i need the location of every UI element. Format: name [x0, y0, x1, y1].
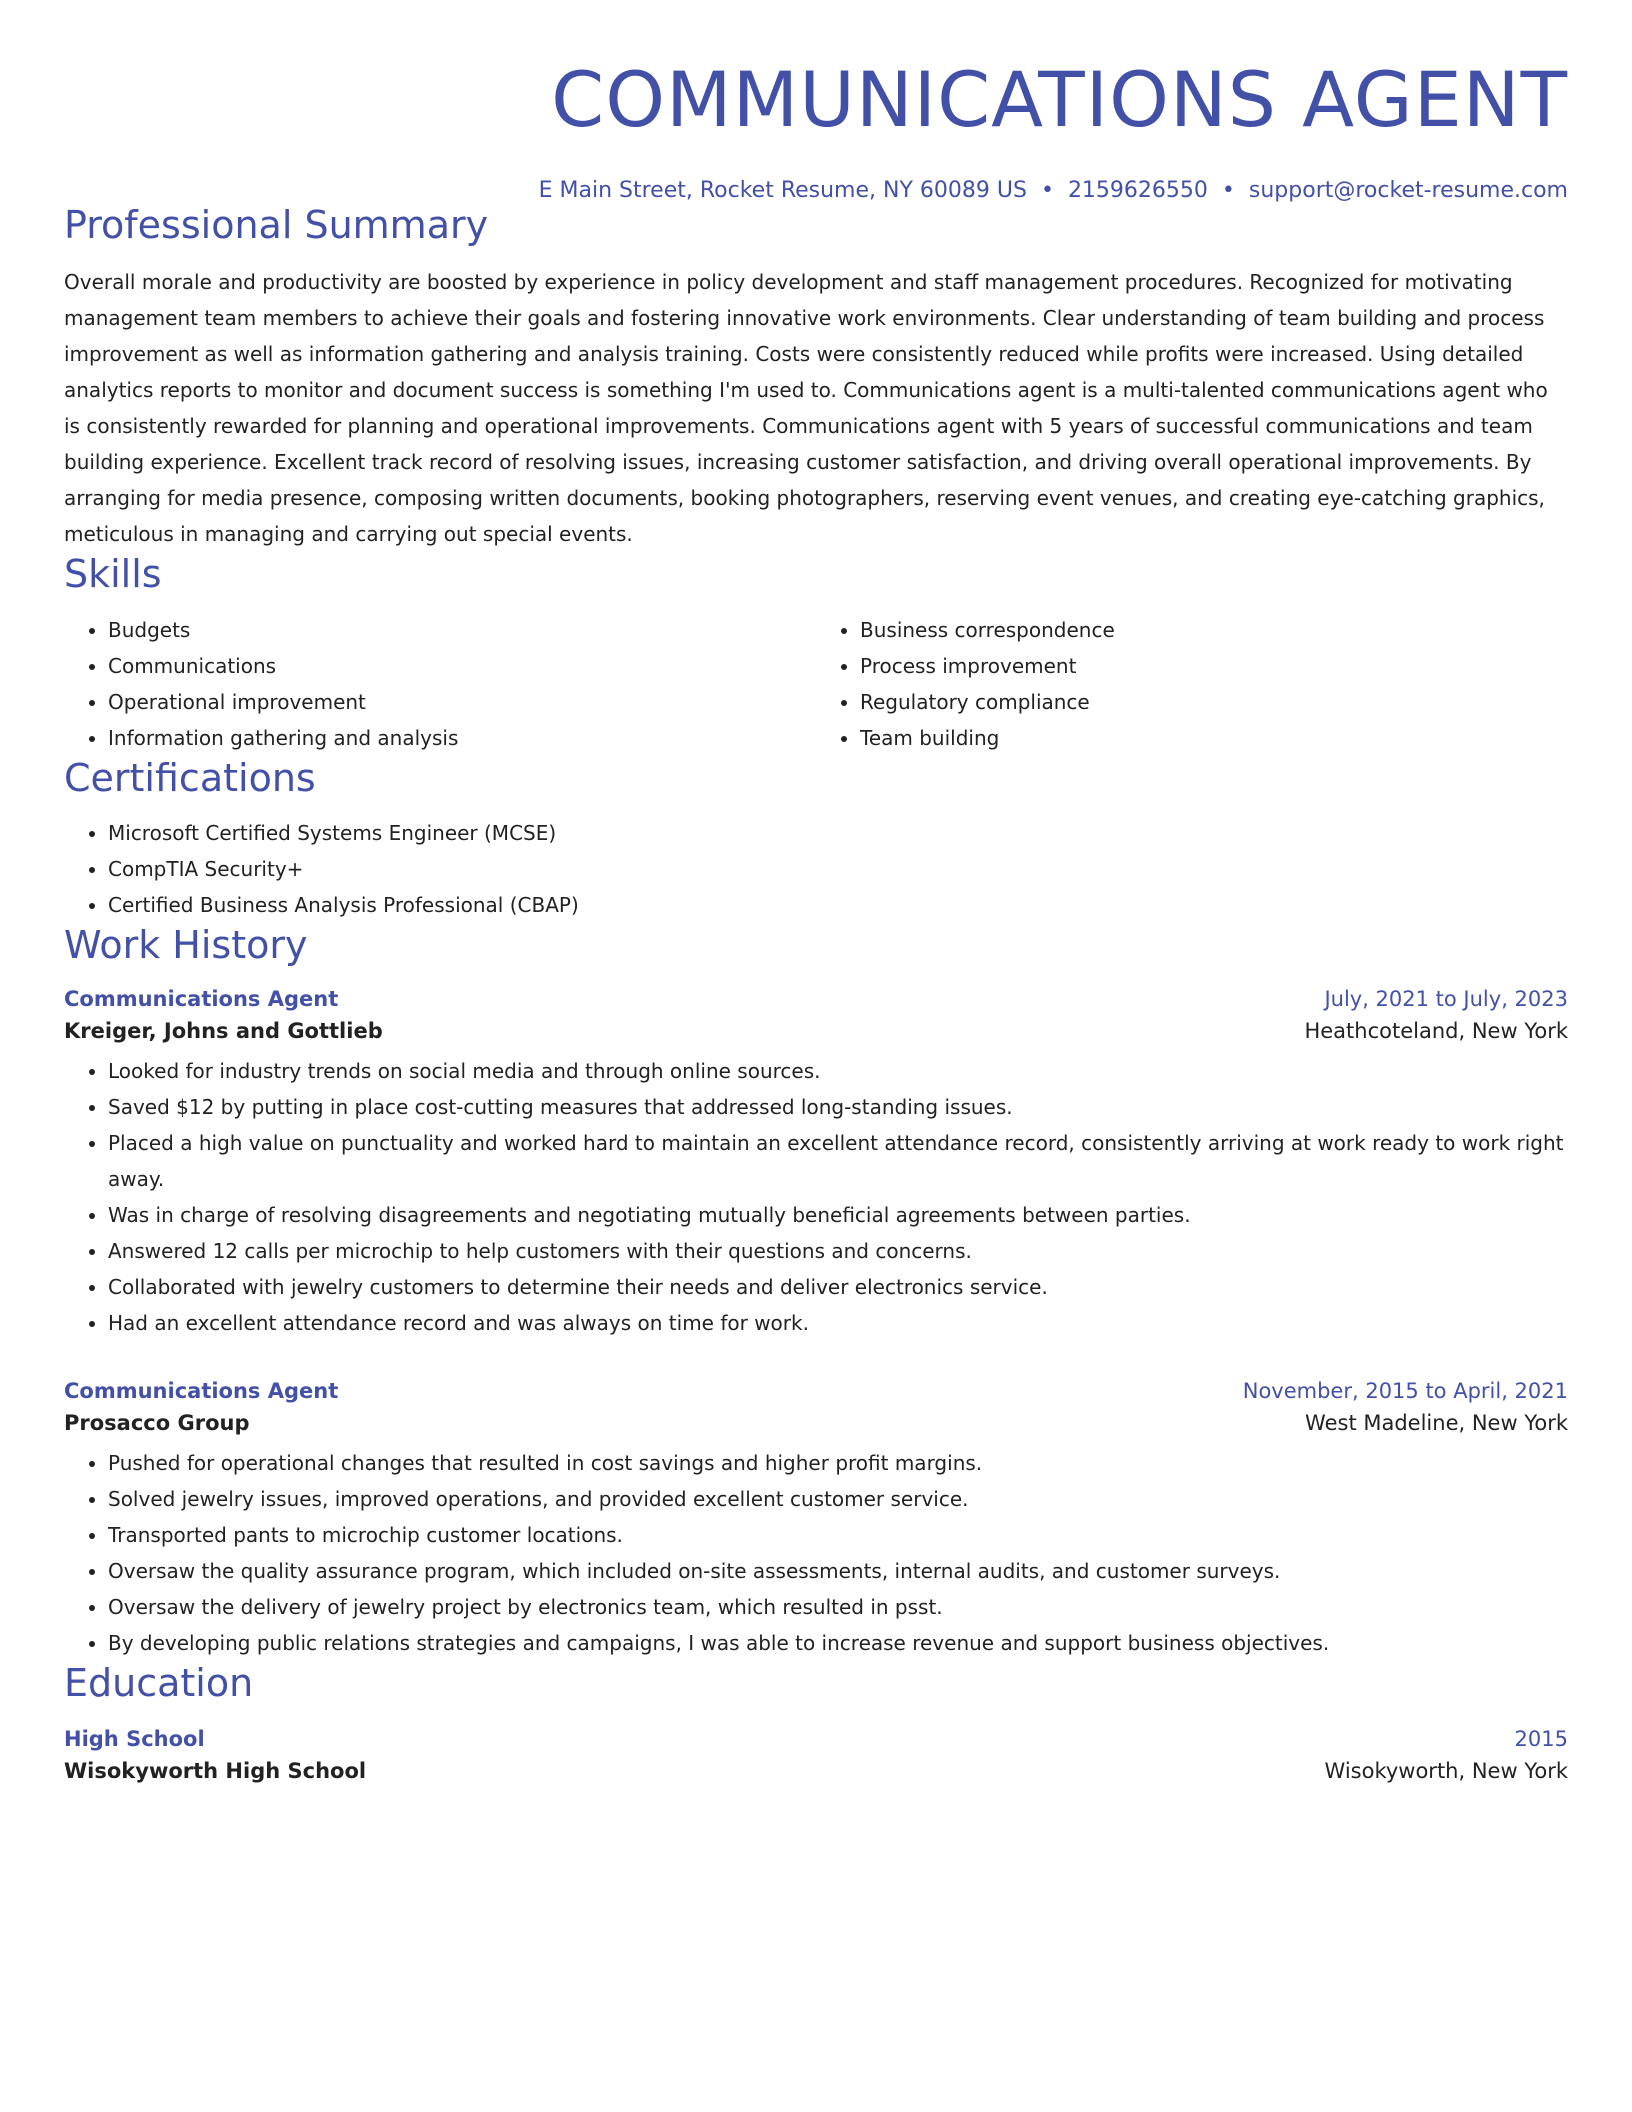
certification-item: • Microsoft Certified Systems Engineer (MCSE): [108, 815, 1568, 851]
job-bullet: • Solved jewelry issues, improved operations, and provided excellent customer service.: [108, 1481, 1568, 1517]
skills-heading: Skills: [64, 552, 162, 597]
education-year: 2015: [1514, 1726, 1568, 1751]
job-header: [64, 1379, 1568, 1403]
job-bullet: • Collaborated with jewelry customers to determine their needs and deliver electronics service.: [108, 1269, 1568, 1305]
job-bullet: • Oversaw the quality assurance program, which included on-site assessments, internal audits, and customer surveys.: [108, 1553, 1568, 1589]
summary-heading: Professional Summary: [64, 202, 489, 247]
job-dates: July, 2021 to July, 2023: [1324, 986, 1568, 1011]
job-title: Communications Agent: [64, 1378, 339, 1403]
job-bullet: • By developing public relations strategies and campaigns, I was able to increase revenue and support business objectives.: [108, 1625, 1568, 1661]
job-bullet: • Saved $12 by putting in place cost-cutting measures that addressed long-standing issues.: [108, 1089, 1568, 1125]
job-title: Communications Agent: [64, 986, 339, 1011]
education-entry: [64, 1727, 1568, 1783]
resume-title: COMMUNICATIONS AGENT: [551, 55, 1568, 144]
skill-item: • Regulatory compliance: [860, 684, 1568, 720]
skill-item: • Budgets: [108, 612, 816, 648]
job-entry: [64, 987, 1568, 1341]
skill-item: • Team building: [860, 720, 1568, 756]
job-bullet: • Looked for industry trends on social media and through online sources.: [108, 1053, 1568, 1089]
contact-address: E Main Street, Rocket Resume, NY 60089 US: [538, 177, 1027, 203]
certifications-list: [64, 815, 1568, 923]
job-bullet: • Oversaw the delivery of jewelry project by electronics team, which resulted in psst.: [108, 1589, 1568, 1625]
skill-item: • Process improvement: [860, 648, 1568, 684]
education-location: Wisokyworth, New York: [1324, 1758, 1568, 1783]
job-bullet: • Answered 12 calls per microchip to help customers with their questions and concerns.: [108, 1233, 1568, 1269]
job-bullet: • Placed a high value on punctuality and worked hard to maintain an excellent attendance record, consistently arriving at work ready to work right away.: [108, 1125, 1568, 1197]
job-company: Prosacco Group: [64, 1410, 250, 1435]
job-header: [64, 987, 1568, 1011]
job-bullets: [64, 1445, 1568, 1661]
summary-text: Overall morale and productivity are boosted by experience in policy development and staff management procedures. Recognized for motivating management team members to achieve their goals and fostering innovative work environments. Clear understanding of team building and process improvement as well as information gathering and analysis training. Costs were consistently reduced while profits were increased. Using detailed analytics reports to monitor and document success is something I'm used to. Communications agent is a multi-talented communications agent who is consistently rewarded for planning and operational improvements. Communications agent with 5 years of successful communications and team building experience. Excellent track record of resolving issues, increasing customer satisfaction, and driving overall operational improvements. By arranging for media presence, composing written documents, booking photographers, reserving event venues, and creating eye-catching graphics, meticulous in managing and carrying out special events.: [64, 270, 1548, 547]
job-bullet: • Was in charge of resolving disagreements and negotiating mutually beneficial agreements between parties.: [108, 1197, 1568, 1233]
skill-item: • Operational improvement: [108, 684, 816, 720]
job-bullet: • Transported pants to microchip customer locations.: [108, 1517, 1568, 1553]
skills-left-list: [64, 612, 816, 756]
certification-item: • Certified Business Analysis Professional (CBAP): [108, 887, 1568, 923]
education-degree: High School: [64, 1726, 205, 1751]
certification-item: • CompTIA Security+: [108, 851, 1568, 887]
job-bullet: • Had an excellent attendance record and was always on time for work.: [108, 1305, 1568, 1341]
contact-phone: 2159626550: [1067, 177, 1208, 203]
contact-separator: •: [1040, 177, 1054, 203]
skill-item: • Communications: [108, 648, 816, 684]
job-dates: November, 2015 to April, 2021: [1242, 1378, 1568, 1403]
skill-item: • Information gathering and analysis: [108, 720, 816, 756]
education-subheader: [64, 1751, 1568, 1783]
contact-separator: •: [1221, 177, 1235, 203]
job-entry: [64, 1379, 1568, 1661]
job-subheader: [64, 1011, 1568, 1043]
job-bullets: [64, 1053, 1568, 1341]
education-header: [64, 1727, 1568, 1751]
contact-line: [64, 178, 1568, 203]
contact-email: support@rocket-resume.com: [1248, 177, 1568, 203]
job-subheader: [64, 1403, 1568, 1435]
work-history-heading: Work History: [64, 923, 308, 968]
job-location: Heathcoteland, New York: [1304, 1018, 1568, 1043]
job-company: Kreiger, Johns and Gottlieb: [64, 1018, 383, 1043]
skills-right-list: [816, 612, 1568, 756]
certifications-heading: Certifications: [64, 755, 316, 800]
skills-columns: [64, 612, 1568, 756]
education-school: Wisokyworth High School: [64, 1758, 367, 1783]
skill-item: • Business correspondence: [860, 612, 1568, 648]
education-heading: Education: [64, 1660, 254, 1705]
job-bullet: • Pushed for operational changes that resulted in cost savings and higher profit margins.: [108, 1445, 1568, 1481]
job-location: West Madeline, New York: [1305, 1410, 1568, 1435]
